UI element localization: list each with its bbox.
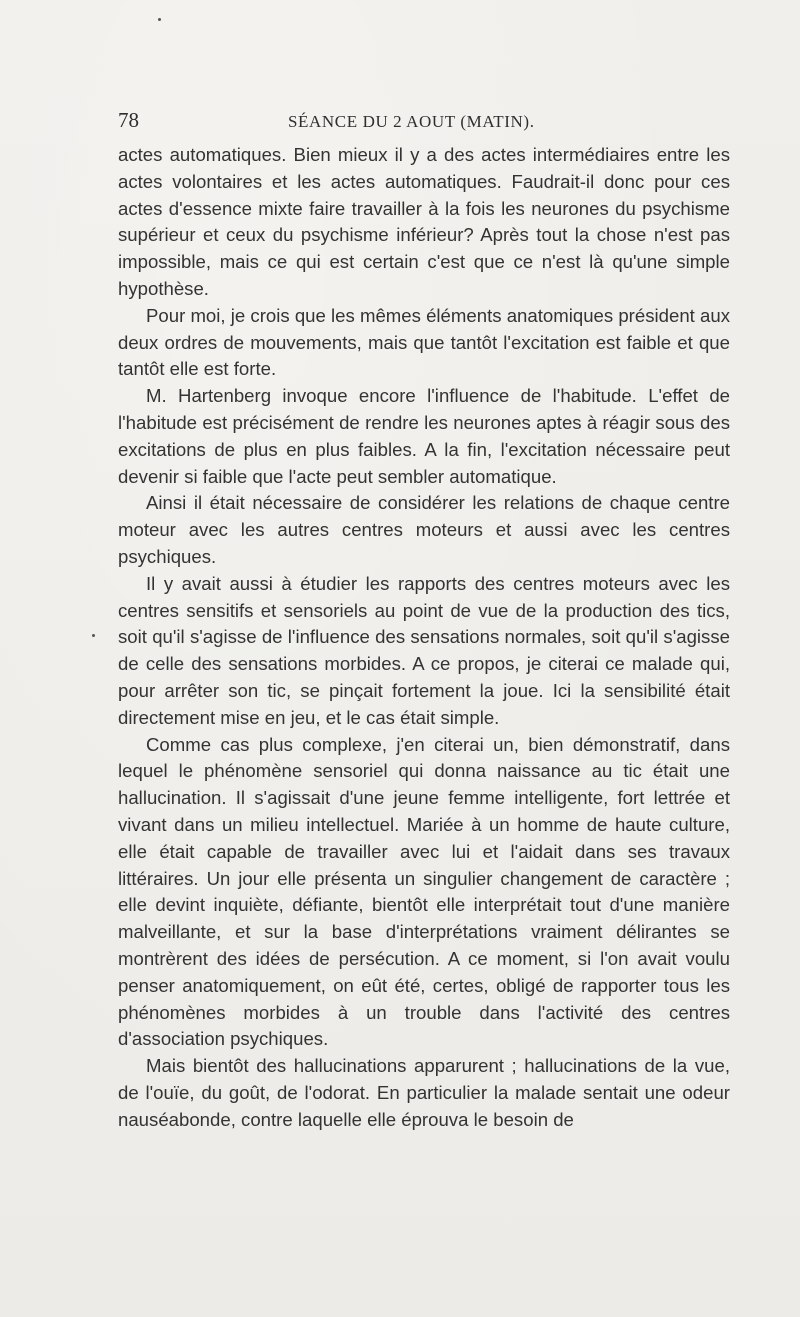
paragraph-3: M. Hartenberg invoque encore l'influence de l'habitude. L'effet de l'habitude est précisément de rendre les neurones aptes à réagir sous des excitations de plus en plus faibles. A la fin, l'excitation nécessaire peut devenir si faible que l'acte peut sembler automatique. [118,385,730,487]
paragraph-7: Mais bientôt des hallucinations apparurent ; hallucinations de la vue, de l'ouïe, du goût, de l'odorat. En particulier la malade sentait une odeur nauséabonde, contre laquelle elle éprouva le besoin de [118,1055,730,1130]
body-text [118,142,730,1133]
paragraph-1: actes automatiques. Bien mieux il y a des actes intermédiaires entre les actes volontaires et les actes automatiques. Faudrait-il donc pour ces actes d'essence mixte faire travailler à la fois les neurones du psychisme supérieur et ceux du psychisme inférieur? Après tout la chose n'est pas impossible, mais ce qui est certain c'est que ce n'est là qu'une simple hypothèse. [118,144,730,299]
running-head: SÉANCE DU 2 AOUT (MATIN). [288,112,535,131]
paragraph-2: Pour moi, je crois que les mêmes éléments anatomiques président aux deux ordres de mouvements, mais que tantôt l'excitation est faible et que tantôt elle est forte. [118,304,730,380]
paragraph-4: Ainsi il était nécessaire de considérer les relations de chaque centre moteur avec les autres centres moteurs et aussi avec les centres psychiques. [118,492,730,567]
margin-speck [92,634,95,637]
paragraph-5: Il y avait aussi à étudier les rapports des centres moteurs avec les centres sensitifs et sensoriels au point de vue de la production des tics, soit qu'il s'agisse de l'influence des sensations normales, soit qu'il s'agisse de celle des sensations morbides. A ce propos, je citerai ce malade qui, pour arrêter son tic, se pinçait fortement la joue. Ici la sensibilité était directement mise en jeu, et le cas était simple. [118,572,730,728]
page-header [118,108,718,138]
page-number: 78 [118,108,139,132]
print-speck [158,18,161,21]
paragraph-6: Comme cas plus complexe, j'en citerai un, bien démonstratif, dans lequel le phénomène sensoriel qui donna naissance au tic était une hallucination. Il s'agissait d'une jeune femme intelligente, fort lettrée et vivant dans un milieu intellectuel. Mariée à un homme de haute culture, elle était capable de travailler avec lui et l'aidait dans ses travaux littéraires. Un jour elle présenta un singulier changement de caractère ; elle devint inquiète, défiante, bientôt elle interprétait tout d'une manière malveillante, et sur la base d'interprétations vraiment délirantes se montrèrent des idées de persécution. A ce moment, si l'on avait voulu penser anatomiquement, on eût été, certes, obligé de rapporter tous les phénomènes morbides à un trouble dans l'activité des centres d'association psychiques. [118,733,730,1050]
